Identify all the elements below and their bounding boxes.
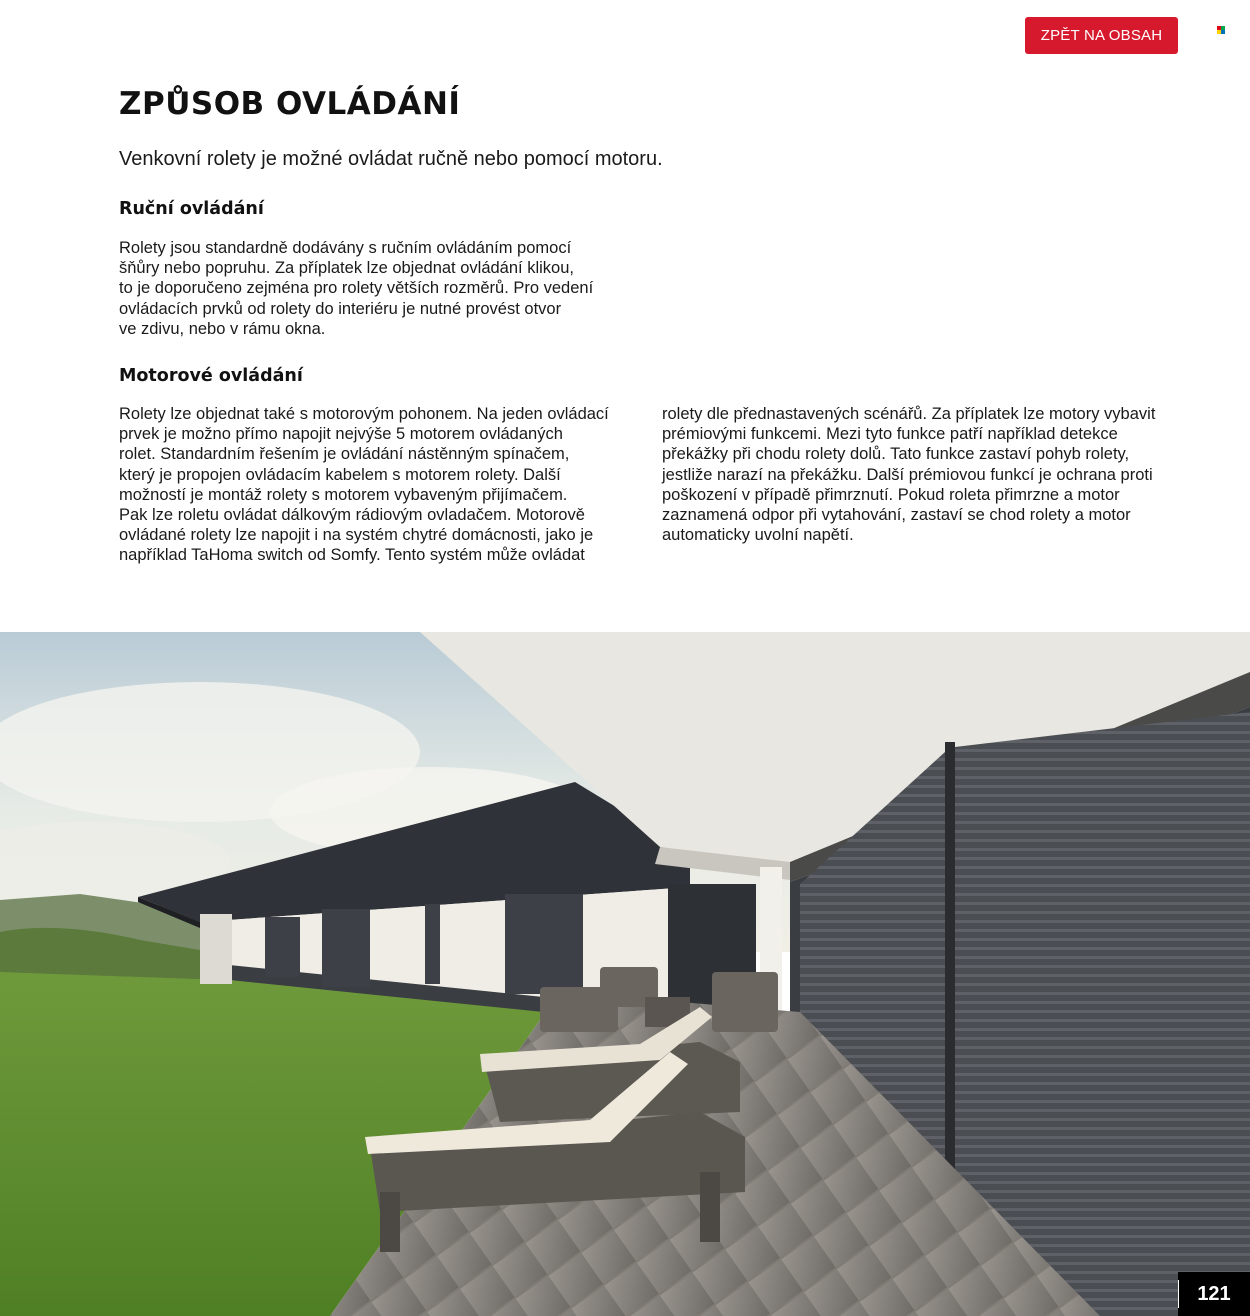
page-title: ZPŮSOB OVLÁDÁNÍ xyxy=(119,86,461,122)
manual-heading: Ruční ovládání xyxy=(119,199,264,219)
text-line: šňůry nebo popruhu. Za příplatek lze objednat ovládání klikou, xyxy=(119,259,574,278)
text-line: poškození v případě přimrznutí. Pokud roleta přimrzne a motor xyxy=(662,485,1120,504)
text-line: který je propojen ovládacím kabelem s motorem rolety. Další xyxy=(119,465,561,484)
corner-logo-icon xyxy=(1217,26,1225,34)
back-to-contents-button[interactable]: ZPĚT NA OBSAH xyxy=(1025,17,1178,54)
text-line: možností je montáž rolety s motorem vybaveným přijímačem. xyxy=(119,485,568,504)
manual-paragraph xyxy=(119,238,593,339)
text-line: Pak lze roletu ovládat dálkovým rádiovým ovladačem. Motorově xyxy=(119,506,585,525)
text-line: Rolety lze objednat také s motorovým pohonem. Na jeden ovládací xyxy=(119,405,609,423)
text-line: Rolety jsou standardně dodávány s ručním ovládáním pomocí xyxy=(119,239,572,257)
text-line: ovládané rolety lze napojit i na systém chytré domácnosti, jako je xyxy=(119,526,594,545)
house-terrace-photo xyxy=(0,632,1250,1316)
text-line: zaznamená odpor při vytahování, zastaví se chod rolety a motor xyxy=(662,506,1131,525)
text-line: automaticky uvolní napětí. xyxy=(662,526,854,545)
text-line: ve zdivu, nebo v rámu okna. xyxy=(119,319,326,338)
text-line: rolety dle přednastavených scénářů. Za příplatek lze motory vybavit xyxy=(662,405,1156,423)
motor-paragraph-col2 xyxy=(662,404,1155,545)
text-line: to je doporučeno zejména pro rolety větších rozměrů. Pro vedení xyxy=(119,279,594,298)
text-line: překážky při chodu rolety dolů. Tato funkce zastaví pohyb rolety, xyxy=(662,445,1130,464)
text-line: prvek je možno přímo napojit nejvýše 5 motorem ovládaných xyxy=(119,425,563,444)
text-line: jestliže narazí na překážku. Další prémiovou funkcí je ochrana proti xyxy=(662,465,1153,484)
text-line: prémiovými funkcemi. Mezi tyto funkce patří například detekce xyxy=(662,425,1118,444)
motor-paragraph-col1 xyxy=(119,404,609,566)
intro-text: Venkovní rolety je možné ovládat ručně nebo pomocí motoru. xyxy=(119,148,663,170)
motor-heading: Motorové ovládání xyxy=(119,366,303,386)
text-line: rolet. Standardním řešením je ovládání nástěnným spínačem, xyxy=(119,445,570,464)
page-number: 121 xyxy=(1178,1272,1250,1316)
text-line: například TaHoma switch od Somfy. Tento systém může ovládat xyxy=(119,546,585,565)
text-line: ovládacích prvků od rolety do interiéru je nutné provést otvor xyxy=(119,299,562,318)
